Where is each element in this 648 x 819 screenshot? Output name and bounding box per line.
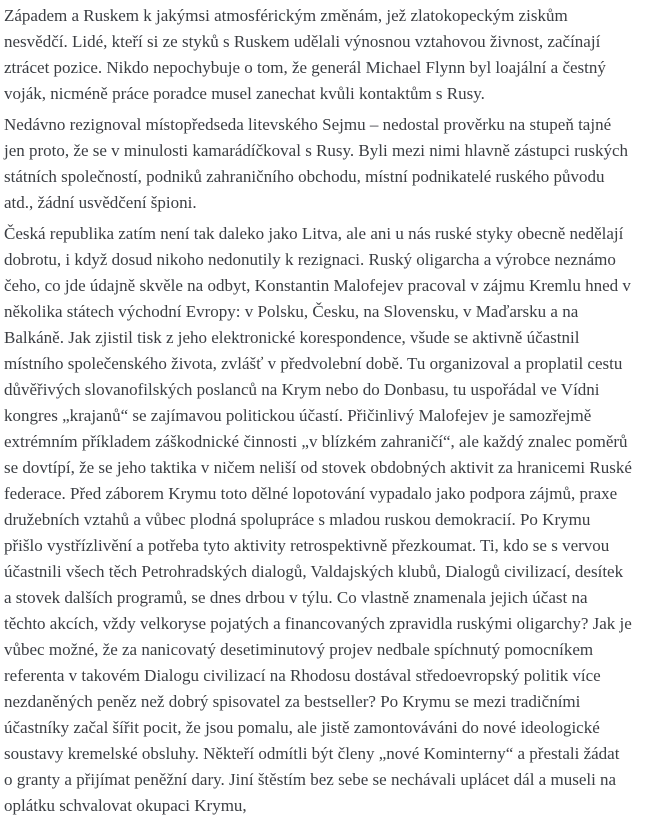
article-paragraph: Nedávno rezignoval místopředseda litevského Sejmu – nedostal prověrku na stupeň tajné jen proto, že se v minulosti kamarádíčkoval s Rusy. Byli mezi nimi hlavně zástupci ruských státních společností, podniků zahraničního obchodu, místní podnikatelé ruského původu atd., žádní usvědčení špioni. (4, 115, 628, 212)
article-paragraph: Česká republika zatím není tak daleko jako Litva, ale ani u nás ruské styky obecně nedělají dobrotu, i když dosud nikoho nedonutily k rezignaci. Ruský oligarcha a výrobce neznámo čeho, co jde údajně skvěle na odbyt, Konstantin Malofejev pracoval v zájmu Kremlu hned v několika státech východní Evropy: v Polsku, Česku, na Slovensku, v Maďarsku a na Balkáně. Jak zjistil tisk z jeho elektronické korespondence, všude se aktivně účastnil místního společenského života, zvlášť v předvolební době. Tu organizoval a proplatil cestu důvěřivých slovanofilských poslanců na Krym nebo do Donbasu, tu uspořádal ve Vídni kongres „krajanů“ se zajímavou politickou účastí. Přičinlivý Malofejev je samozřejmě extrémním příkladem záškodnické činnosti „v blízkém zahraničí“, ale každý znalec poměrů se dovtípí, že se jeho taktika v ničem neliší od stovek obdobných aktivit za hranicemi Ruské federace. Před záborem Krymu toto dělné lopotování vypadalo jako podpora zájmů, praxe družebních vztahů a vůbec plodná spolupráce s mladou ruskou demokracií. Po Krymu přišlo vystřízlivění a potřeba tyto aktivity retrospektivně přezkoumat. Ti, kdo se s vervou účastnili všech těch Petrohradských dialogů, Valdajských klubů, Dialogů civilizací, desítek a stovek dalších programů, se dnes drbou v týlu. Co vlastně znamenala jejich účast na těchto akcích, vždy velkoryse pojatých a financovaných zpravidla ruskými oligarchy? Jak je vůbec možné, že za nanicovatý desetiminutový projev nedbale spíchnutý pomocníkem referenta v takovém Dialogu civilizací na Rhodosu dostával středoevropský politik více nezdaněných peněz než dobrý spisovatel za bestseller? Po Krymu se mezi tradičními účastníky začal šířit pocit, že jsou pomalu, ale jistě zamontováváni do nové ideologické soustavy kremelské obsluhy. Někteří odmítli být členy „nové Kominterny“ a přestali žádat o granty a přijímat peněžní dary. Jiní štěstím bez sebe se nechávali uplácet dál a museli na oplátku schvalovat okupaci Krymu, (4, 224, 632, 815)
article-paragraph: Západem a Ruskem k jakýmsi atmosférickým změnám, jež zlatokopeckým ziskům nesvědčí. Lidé, kteří si ze styků s Ruskem udělali výnosnou vztahovou živnost, začínají ztrácet pozice. Nikdo nepochybuje o tom, že generál Michael Flynn byl loajální a čestný voják, nicméně práce poradce musel zanechat kvůli kontaktům s Rusy. (4, 6, 606, 103)
